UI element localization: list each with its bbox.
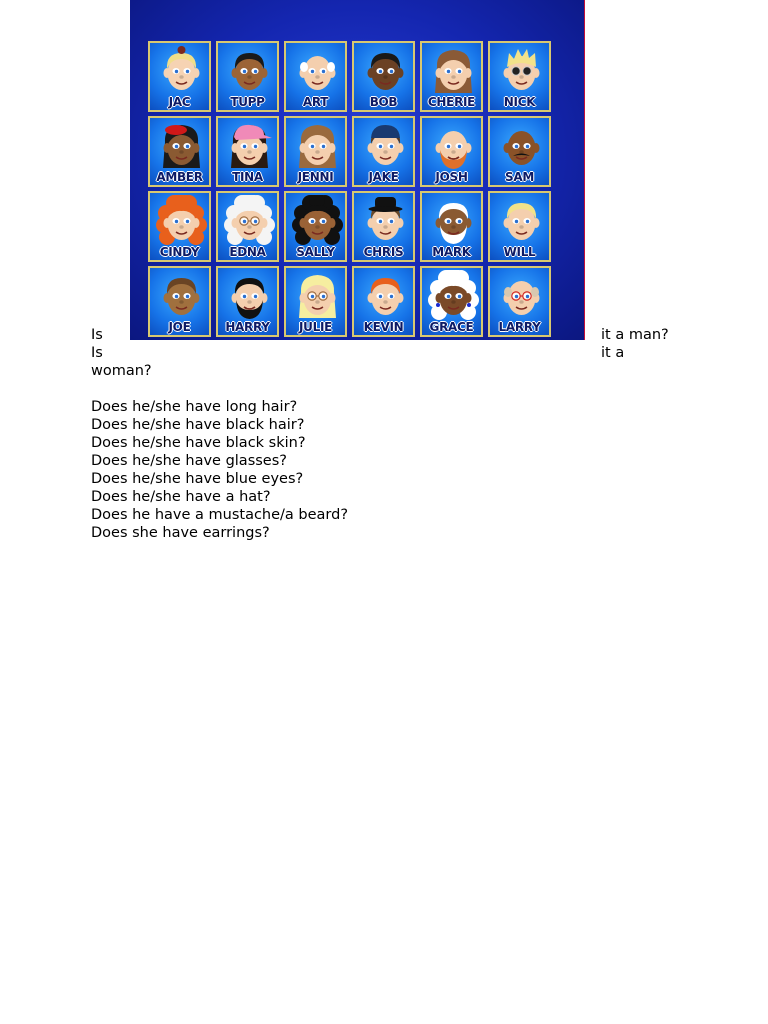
character-tile-will bbox=[488, 191, 551, 262]
face-icon bbox=[154, 195, 209, 247]
face-icon bbox=[426, 195, 481, 247]
character-tile-tina bbox=[216, 116, 279, 187]
character-tile-harry bbox=[216, 266, 279, 337]
face-icon bbox=[494, 120, 549, 172]
face-icon bbox=[290, 120, 345, 172]
character-tile-edna bbox=[216, 191, 279, 262]
character-name-label: SAM bbox=[505, 170, 534, 184]
character-tile-art bbox=[284, 41, 347, 112]
character-name-label: BOB bbox=[369, 95, 398, 109]
face-icon bbox=[426, 45, 481, 97]
question-black-hair: Does he/she have black hair? bbox=[91, 417, 305, 433]
character-tile-larry bbox=[488, 266, 551, 337]
character-name-label: ART bbox=[302, 95, 329, 109]
character-tile-kevin bbox=[352, 266, 415, 337]
character-name-label: GRACE bbox=[429, 320, 474, 334]
question-earrings: Does she have earrings? bbox=[91, 525, 270, 541]
character-tile-joe bbox=[148, 266, 211, 337]
face-icon bbox=[426, 270, 481, 322]
face-icon bbox=[222, 45, 277, 97]
character-name-label: TINA bbox=[232, 170, 263, 184]
character-name-label: MARK bbox=[432, 245, 471, 259]
guess-who-board-image bbox=[130, 0, 585, 340]
question-glasses: Does he/she have glasses? bbox=[91, 453, 287, 469]
character-name-label: JAKE bbox=[368, 170, 399, 184]
character-tile-tupp bbox=[216, 41, 279, 112]
character-name-label: CINDY bbox=[159, 245, 200, 259]
face-icon bbox=[222, 195, 277, 247]
question-woman-wrap: woman? bbox=[91, 363, 152, 379]
character-name-label: JAC bbox=[168, 95, 191, 109]
character-tile-josh bbox=[420, 116, 483, 187]
character-name-label: CHERIE bbox=[427, 95, 476, 109]
character-tile-bob bbox=[352, 41, 415, 112]
face-icon bbox=[426, 120, 481, 172]
character-name-label: JOE bbox=[168, 320, 191, 334]
character-grid bbox=[148, 41, 551, 337]
face-icon bbox=[154, 270, 209, 322]
face-icon bbox=[290, 45, 345, 97]
character-tile-chris bbox=[352, 191, 415, 262]
question-long-hair: Does he/she have long hair? bbox=[91, 399, 298, 415]
character-name-label: KEVIN bbox=[363, 320, 404, 334]
face-icon bbox=[154, 120, 209, 172]
question-blue-eyes: Does he/she have blue eyes? bbox=[91, 471, 304, 487]
character-tile-julie bbox=[284, 266, 347, 337]
character-tile-jake bbox=[352, 116, 415, 187]
question-list bbox=[91, 398, 348, 542]
character-tile-amber bbox=[148, 116, 211, 187]
character-tile-nick bbox=[488, 41, 551, 112]
face-icon bbox=[358, 45, 413, 97]
face-icon bbox=[358, 270, 413, 322]
character-name-label: EDNA bbox=[229, 245, 266, 259]
face-icon bbox=[290, 195, 345, 247]
face-icon bbox=[494, 195, 549, 247]
character-tile-sam bbox=[488, 116, 551, 187]
character-tile-grace bbox=[420, 266, 483, 337]
face-icon bbox=[494, 45, 549, 97]
character-name-label: WILL bbox=[503, 245, 536, 259]
character-name-label: HARRY bbox=[225, 320, 270, 334]
character-name-label: NICK bbox=[503, 95, 536, 109]
question-black-skin: Does he/she have black skin? bbox=[91, 435, 306, 451]
character-name-label: SALLY bbox=[296, 245, 335, 259]
face-icon bbox=[358, 120, 413, 172]
face-icon bbox=[154, 45, 209, 97]
character-tile-cherie bbox=[420, 41, 483, 112]
character-tile-jenni bbox=[284, 116, 347, 187]
face-icon bbox=[222, 270, 277, 322]
question-is-word: Is bbox=[91, 327, 103, 343]
face-icon bbox=[358, 195, 413, 247]
character-name-label: JULIE bbox=[298, 320, 333, 334]
character-name-label: LARRY bbox=[498, 320, 541, 334]
character-tile-sally bbox=[284, 191, 347, 262]
question-is-word-2: Is bbox=[91, 345, 103, 361]
character-name-label: JENNI bbox=[297, 170, 334, 184]
character-tile-cindy bbox=[148, 191, 211, 262]
question-man-text: it a man? bbox=[601, 327, 669, 343]
question-hat: Does he/she have a hat? bbox=[91, 489, 271, 505]
character-tile-jac bbox=[148, 41, 211, 112]
face-icon bbox=[290, 270, 345, 322]
character-name-label: AMBER bbox=[156, 170, 203, 184]
face-icon bbox=[494, 270, 549, 322]
face-icon bbox=[222, 120, 277, 172]
character-name-label: JOSH bbox=[435, 170, 468, 184]
question-mustache-beard: Does he have a mustache/a beard? bbox=[91, 507, 349, 523]
question-woman-text: it a bbox=[601, 345, 625, 361]
character-name-label: TUPP bbox=[230, 95, 265, 109]
character-name-label: CHRIS bbox=[363, 245, 404, 259]
character-tile-mark bbox=[420, 191, 483, 262]
